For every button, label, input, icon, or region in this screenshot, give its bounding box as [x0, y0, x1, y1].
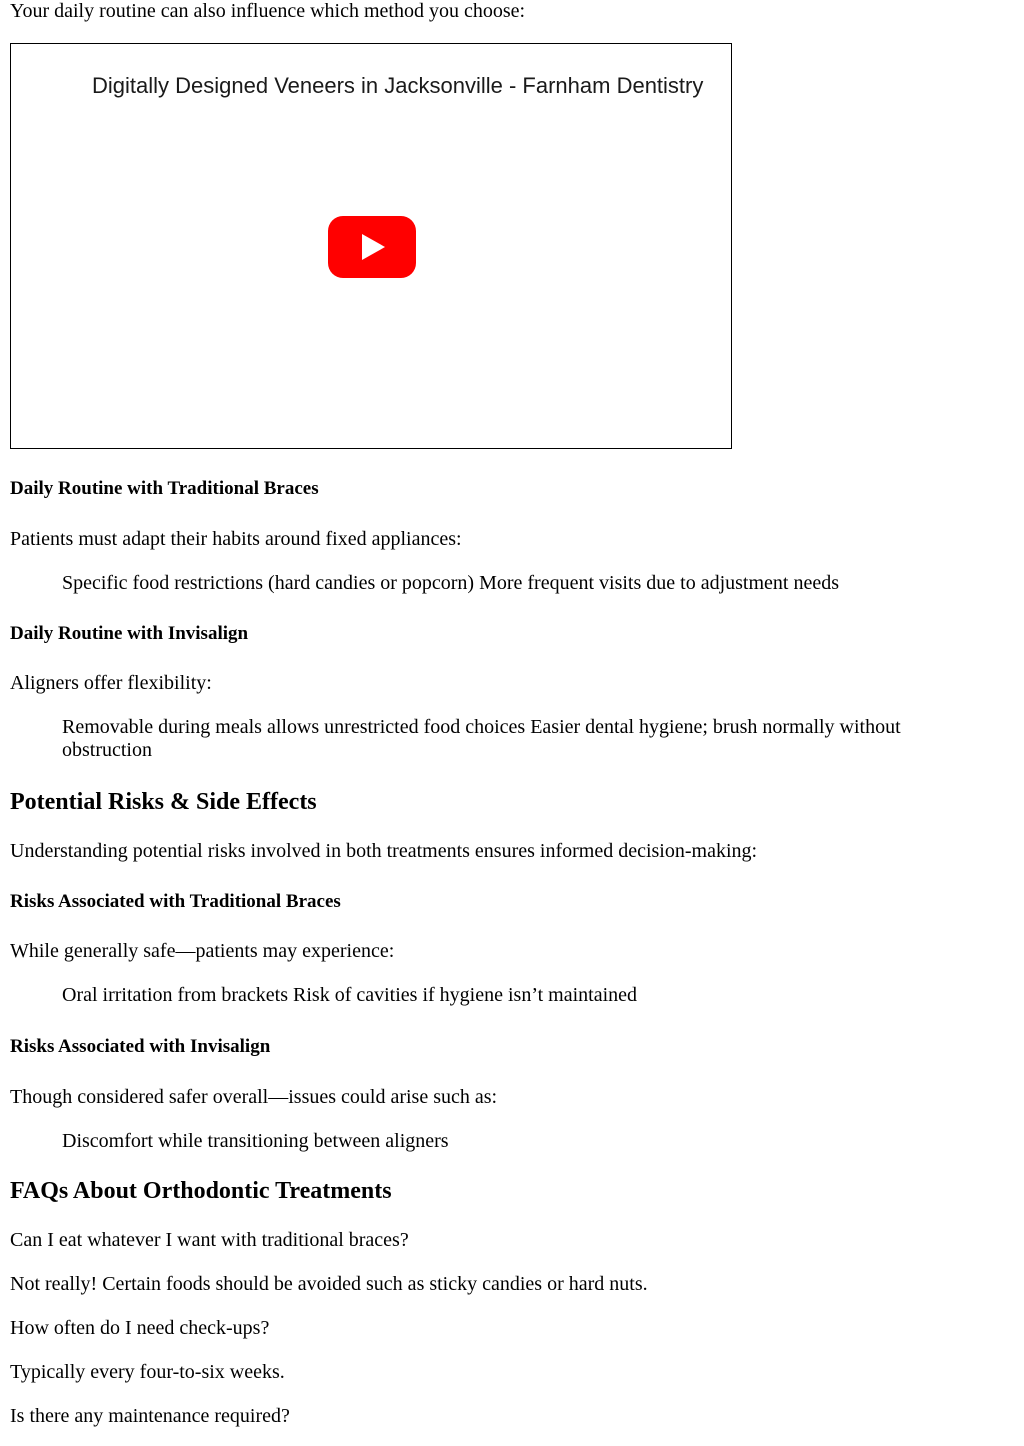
- braces-routine-heading: Daily Routine with Traditional Braces: [10, 478, 319, 499]
- faq-heading: FAQs About Orthodontic Treatments: [10, 1178, 392, 1204]
- faq-answer: Typically every four-to-six weeks.: [10, 1361, 285, 1383]
- braces-risks-heading: Risks Associated with Traditional Braces: [10, 891, 341, 912]
- risks-text: Understanding potential risks involved in both treatments ensures informed decision-making:: [10, 840, 758, 862]
- invisalign-risks-heading: Risks Associated with Invisalign: [10, 1036, 271, 1057]
- faq-question: Is there any maintenance required?: [10, 1405, 290, 1427]
- invisalign-risks-text: Though considered safer overall—issues could arise such as:: [10, 1086, 498, 1108]
- invisalign-routine-list: Removable during meals allows unrestricted food choices Easier dental hygiene; brush normally without obstruction: [62, 716, 901, 761]
- video-embed[interactable]: [10, 43, 732, 449]
- invisalign-risks-list: Discomfort while transitioning between aligners: [62, 1130, 449, 1152]
- youtube-play-icon[interactable]: [328, 216, 416, 278]
- braces-risks-text: While generally safe—patients may experience:: [10, 940, 395, 962]
- braces-routine-text: Patients must adapt their habits around fixed appliances:: [10, 528, 462, 550]
- video-title[interactable]: Digitally Designed Veneers in Jacksonville - Farnham Dentistry: [92, 73, 704, 98]
- invisalign-routine-heading: Daily Routine with Invisalign: [10, 623, 249, 644]
- faq-question: How often do I need check-ups?: [10, 1317, 270, 1339]
- risks-heading: Potential Risks & Side Effects: [10, 789, 317, 815]
- intro-text: Your daily routine can also influence which method you choose:: [10, 0, 526, 22]
- faq-question: Can I eat whatever I want with traditional braces?: [10, 1229, 409, 1251]
- invisalign-routine-text: Aligners offer flexibility:: [10, 672, 212, 694]
- braces-risks-list: Oral irritation from brackets Risk of cavities if hygiene isn’t maintained: [62, 984, 638, 1006]
- faq-answer: Not really! Certain foods should be avoided such as sticky candies or hard nuts.: [10, 1273, 648, 1295]
- braces-routine-list: Specific food restrictions (hard candies or popcorn) More frequent visits due to adjustment needs: [62, 572, 840, 594]
